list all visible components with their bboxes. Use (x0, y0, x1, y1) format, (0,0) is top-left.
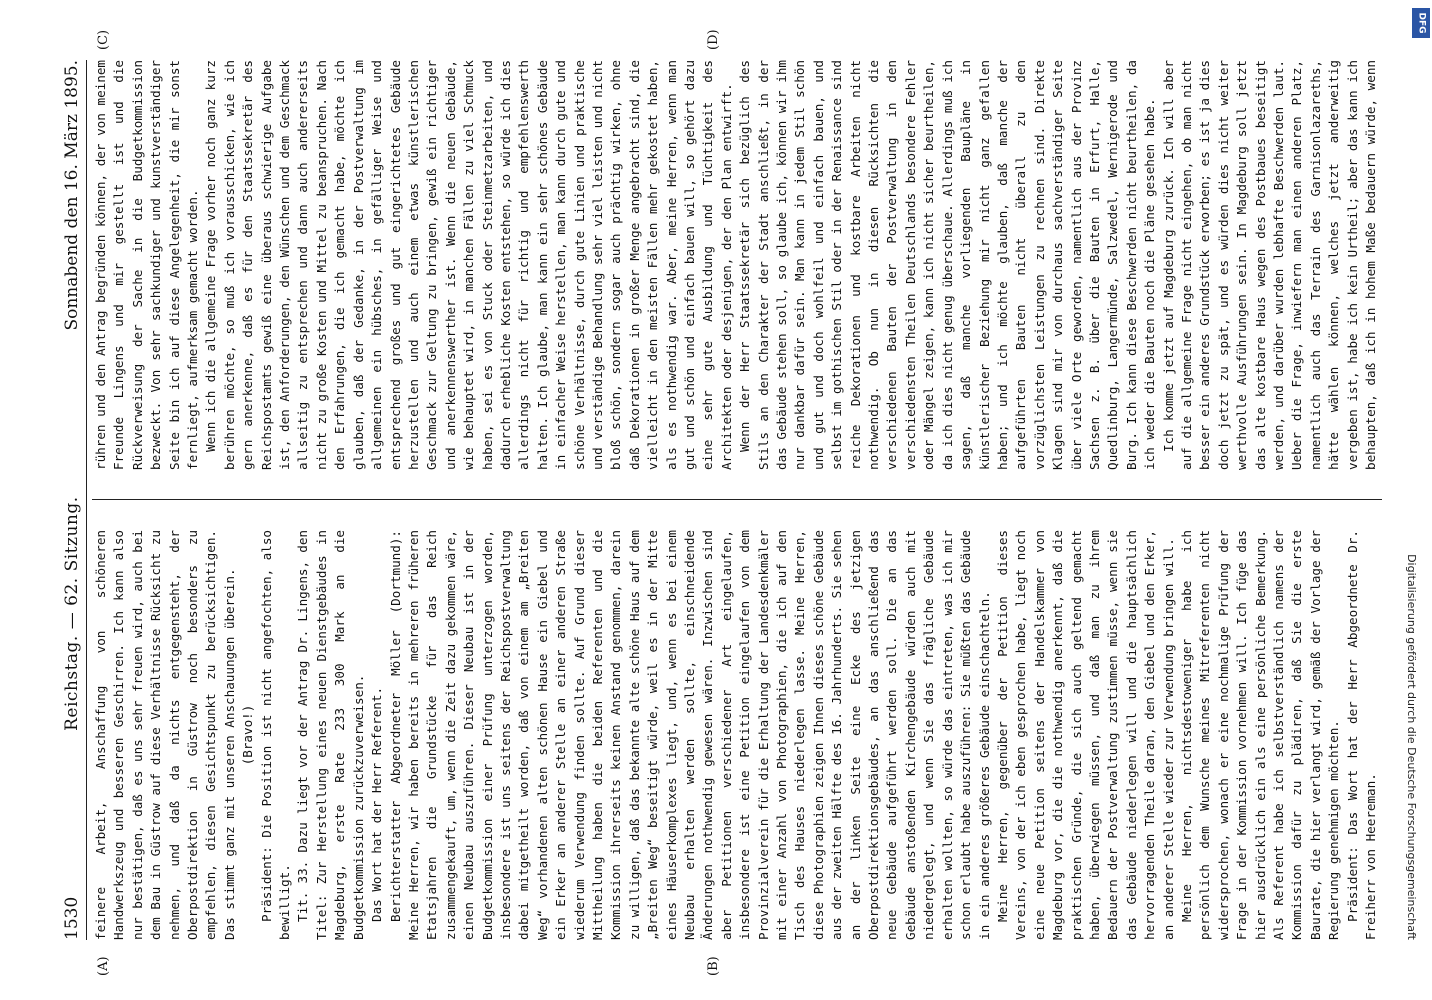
header-date: Sonnabend den 16. März 1895. (62, 60, 82, 331)
paragraph: Ich komme jetzt auf Magdeburg zurück. Ich will aber auf die allgemeine Frage nicht eingehen, ob man nicht besser ein anderes Grundstück erworben; es ist ja dies doch jetzt zu spät, und es würden dies nicht weiter werthvolle Ausführungen sein. In Magdeburg soll jetzt das alte kostbare Haus wegen des Postbaues beseitigt werden, und darüber wurden lebhafte Beschwerden laut. Ueber die Frage, inwiefern man einen anderen Platz, namentlich auch das Terrain des Garnisonlazareths, hätte wählen können, welches jetzt anderweitig vergeben ist, habe ich kein Urtheil; aber das kann ich behaupten, daß ich in hohem Maße bedauern würde, wenn (1160, 60, 1379, 470)
paragraph: Berichterstatter Abgeordneter Möller (Dortmund): Meine Herren, wir haben bereits in mehreren früheren Etatsjahren die Grundstücke für das Reich zusammengekauft, um, wenn die Zeit dazu gekommen wäre, einen Neubau auszuführen. Dieser Neubau ist in der Budgetkommission einer Prüfung unterzogen worden, insbesondere ist uns seitens der Reichspostverwaltung dabei mitgetheilt worden, daß von einem am „Breiten Weg“ vorhandenen alten schönen Hause ein Giebel und ein Erker an anderer Stelle an einer anderen Straße wiederum Verwendung finden sollte. Auf Grund dieser Mittheilung haben die beiden Referenten und die Kommission ihrerseits keinen Anstand genommen, darein zu willigen, daß das bekannte alte schöne Haus auf dem „Breiten Weg“ beseitigt würde, weil es in der Mitte eines Häuserkomplexes liegt, und, wenn es bei einem Neubau erhalten werden sollte, einschneidende Änderungen nothwendig gewesen wären. Inzwischen sind aber Petitionen verschiedener Art eingelaufen, insbesondere ist eine Petition eingelaufen von dem Provinzialverein für die Erhaltung der Landesdenkmäler mit einer Anzahl von Photographien, die ich auf den Tisch des Hauses niederlegen lasse. Meine Herren, diese Photographien zeigen Ihnen dieses schöne Gebäude aus der zweiten Hälfte des 16. Jahrhunderts. Sie sehen an der linken Seite eine Ecke des jetzigen Oberpostdirektionsgebäudes, an das anschließend das neue Gebäude aufgeführt werden soll. Die an das Gebäude anstoßenden Kirchengebäude würden auch mit niedergelegt, und wenn Sie das frägliche Gebäude erhalten wollten, so würde das eintreten, was ich mir schon erlaubt habe auszuführen: Sie müßten das Gebäude in ein anderes größeres Gebäude einschachteln. (387, 530, 992, 940)
paragraph: Präsident: Das Wort hat der Herr Abgeordnete Dr. Freiherr von Heereman. (1344, 530, 1379, 940)
column-divider (92, 499, 1382, 500)
paragraph: Meine Herren, gegenüber der Petition dieses Vereins, von der ich eben gesprochen habe, liegt noch eine neue Petition seitens der Handelskammer von Magdeburg vor, die die nothwendig anerkennt, daß die praktischen Gründe, die sich auch geltend gemacht haben, überwiegen müssen, und daß man zu ihrem Bedauern der Postverwaltung zustimmen müsse, wenn sie das Gebäude niederlegen will und die hauptsächlich hervorragenden Theile daran, den Giebel und den Erker, an anderer Stelle wieder zur Verwendung bringen will. (994, 530, 1176, 940)
text-columns (92, 60, 1382, 940)
margin-marker-c: (C) (96, 29, 111, 50)
left-column (92, 530, 1382, 940)
page-number: 1530 (62, 896, 82, 940)
paragraph: rühren und den Antrag begründen können, der von meinem Freunde Lingens und mir gestellt ist und die Rückverweisung der Sache in die Budgetkommission bezweckt. Von sehr sachkundiger und kunstverständiger Seite bin ich auf diese Angelegenheit, die mir sonst fernliegt, aufmerksam gemacht worden. (93, 60, 201, 470)
digitization-credit: Digitalisierung gefördert durch die Deutsche Forschungsgemeinschaft (1405, 554, 1418, 940)
paragraph-applause: (Bravo!) (240, 704, 256, 766)
paragraph: Tit. 33. Dazu liegt vor der Antrag Dr. Lingens, den Titel: Zur Herstellung eines neuen Dienstgebäudes in Magdeburg, erste Rate 233 300 Mark an die Budgetkommission zurückzuverweisen. (295, 530, 366, 940)
header-session: Reichstag. — 62. Sitzung. (62, 496, 82, 731)
paragraph: feinere Arbeit, Anschaffung von schöneren Handwerkszeug und besseren Geschirren. Ich kann also nur bestätigen, daß es uns sehr freuen wird, auch bei dem Bau in Güstrow auf diese Verhältnisse Rücksicht zu nehmen, und daß da nichts entgegensteht, der Oberpostdirektion in Güstrow noch besonders zu empfehlen, diesen Gesichtspunkt zu berücksichtigen. Das stimmt ganz mit unseren Anschauungen überein. (93, 530, 237, 940)
paragraph: Wenn der Herr Staatssekretär sich bezüglich des Stils an den Charakter der Stadt anschließt, in der das Gebäude stehen soll, so glaube ich, können wir ihm nur dankbar dafür sein. Man kann in jedem Stil schön und gut und doch wohlfeil und einfach bauen, und selbst im gothischen Stil oder in der Renaissance sind reiche Dekorationen und kostbare Arbeiten nicht nothwendig. Ob nun in diesen Rücksichten die verschiedenen Bauten der Postverwaltung in den verschiedensten Theilen Deutschlands besondere Fehler oder Mängel zeigen, kann ich nicht sicher beurtheilen, da ich dies nicht genug überschaue. Allerdings muß ich sagen, daß manche vorliegenden Baupläne in künstlerischer Beziehung mir nicht ganz gefallen haben; und ich möchte glauben, daß manche der aufgeführten Bauten nicht überall zu den vorzüglichsten Leistungen zu rechnen sind. Direkte Klagen sind mir von durchaus sachverständiger Seite über viele Orte geworden, namentlich aus der Provinz Sachsen z. B. über die Bauten in Erfurt, Halle, Quedlinburg, Langermünde, Salzwedel, Wernigerode und Burg. Ich kann diese Beschwerden nicht beurtheilen, da ich weder die Bauten noch die Pläne gesehen habe. (737, 60, 1158, 470)
page-header (52, 60, 87, 940)
paragraph (1380, 530, 1382, 940)
paragraph: Meine Herren, nichtsdestoweniger habe ich persönlich dem Wunsche meines Mitreferenten nicht widersprochen, wonach er eine nochmalige Prüfung der Frage in der Kommission vornehmen will. Ich füge das hier ausdrücklich ein als eine persönliche Bemerkung. Als Referent habe ich selbstverständlich namens der Kommission dafür zu plädiren, daß Sie die erste Baurate, die hier verlangt wird, gemäß der Vorlage der Regierung genehmigen möchten. (1178, 530, 1342, 940)
margin-marker-a: (A) (96, 956, 111, 976)
paragraph: Präsident: Die Position ist nicht angefochten, also bewilligt. (258, 530, 293, 940)
margin-marker-b: (B) (706, 956, 721, 976)
paragraph: Das Wort hat der Herr Referent. (369, 686, 385, 922)
paragraph: Wenn ich die allgemeine Frage vorher noch ganz kurz berühren möchte, so muß ich vorausschicken, wie ich gern anerkenne, daß es für den Staatssekretär des Reichspostamts gewiß eine überaus schwierige Aufgabe ist, den Anforderungen, den Wünschen und dem Geschmack allseitig zu entsprechen und dann auch andererseits nicht zu große Kosten und Mittel zu beanspruchen. Nach den Erfahrungen, die ich gemacht habe, möchte ich glauben, daß der Gedanke, in der Postverwaltung im allgemeinen ein hübsches, in gefälliger Weise und entsprechend großes und gut eingerichtetes Gebäude herzustellen und auch einem etwas künstlerischen Geschmack zur Geltung zu bringen, gewiß ein richtiger und anerkennenswerther ist. Wenn die neuen Gebäude, wie behauptet wird, in manchen Fällen zu viel Schmuck haben, sei es von Stuck oder Steinmetzarbeiten, und dadurch erhebliche Kosten entstehen, so würde ich dies allerdings nicht für richtig und empfehlenswerth halten. Ich glaube, man kann ein sehr schönes Gebäude in einfacher Weise herstellen, man kann durch gute und schöne Verhältnisse, durch gute Linien und praktische und verständige Behandlung sehr viel leisten und nicht bloß schön, sondern sogar auch prächtig wirken, ohne daß Dekorationen in großer Menge angebracht sind, die vielleicht in den meisten Fällen mehr gekostet haben, als es nothwendig war. Aber, meine Herren, wenn man gut und schön und einfach bauen will, so gehört dazu eine sehr gute Ausbildung und Tüchtigkeit des Architekten oder desjenigen, der den Plan entwirft. (203, 60, 734, 470)
dfg-logo: DFG (1412, 8, 1430, 38)
margin-marker-d: (D) (706, 29, 721, 50)
right-column (92, 60, 1382, 470)
